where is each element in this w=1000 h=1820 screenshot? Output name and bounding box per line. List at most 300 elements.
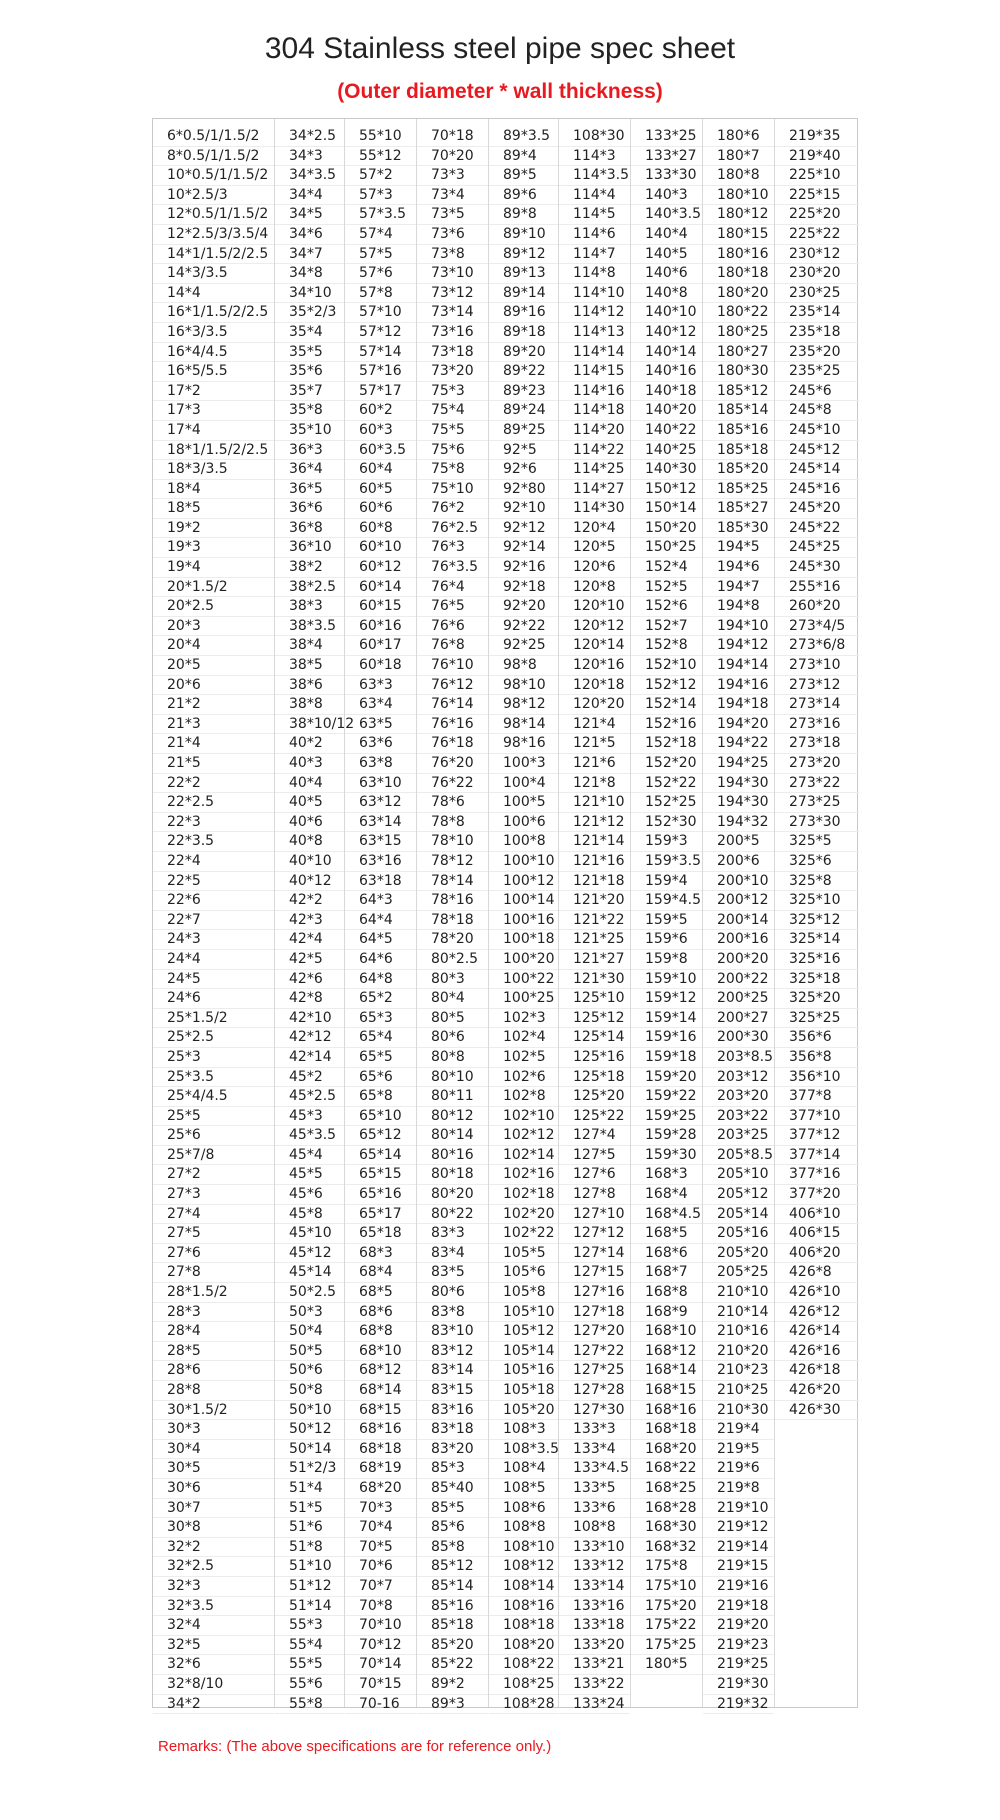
spec-cell: 200*14 [703, 911, 774, 931]
spec-cell: 108*8 [489, 1518, 558, 1538]
spec-cell: 42*10 [275, 1009, 344, 1029]
spec-cell: 40*4 [275, 774, 344, 794]
spec-cell: 152*14 [631, 695, 702, 715]
spec-cell: 168*18 [631, 1420, 702, 1440]
spec-cell: 40*6 [275, 813, 344, 833]
spec-cell: 10*2.5/3 [153, 186, 274, 206]
spec-cell: 28*3 [153, 1303, 274, 1323]
spec-cell: 219*15 [703, 1557, 774, 1577]
spec-cell: 30*5 [153, 1459, 274, 1479]
spec-cell: 24*3 [153, 930, 274, 950]
spec-cell: 89*8 [489, 205, 558, 225]
spec-cell: 133*5 [559, 1479, 630, 1499]
spec-cell: 51*8 [275, 1538, 344, 1558]
spec-cell: 159*4.5 [631, 891, 702, 911]
spec-cell: 18*3/3.5 [153, 460, 274, 480]
spec-cell: 80*12 [417, 1107, 488, 1127]
spec-cell: 175*22 [631, 1616, 702, 1636]
spec-cell: 245*16 [775, 480, 859, 500]
spec-cell: 168*10 [631, 1322, 702, 1342]
spec-cell: 80*14 [417, 1126, 488, 1146]
spec-cell: 89*16 [489, 303, 558, 323]
spec-cell: 114*8 [559, 264, 630, 284]
spec-cell: 125*12 [559, 1009, 630, 1029]
spec-cell: 50*14 [275, 1440, 344, 1460]
spec-cell: 203*8.5 [703, 1048, 774, 1068]
spec-cell: 114*7 [559, 245, 630, 265]
spec-cell: 51*14 [275, 1597, 344, 1617]
spec-table [152, 118, 858, 1712]
spec-cell: 260*20 [775, 597, 859, 617]
spec-cell: 205*12 [703, 1185, 774, 1205]
spec-cell: 73*8 [417, 245, 488, 265]
spec-cell: 64*3 [345, 891, 416, 911]
spec-cell: 180*10 [703, 186, 774, 206]
spec-cell: 175*20 [631, 1597, 702, 1617]
spec-cell: 24*6 [153, 989, 274, 1009]
spec-cell: 121*10 [559, 793, 630, 813]
spec-cell: 65*18 [345, 1224, 416, 1244]
spec-cell: 65*6 [345, 1068, 416, 1088]
spec-cell: 100*3 [489, 754, 558, 774]
spec-cell: 140*16 [631, 362, 702, 382]
spec-cell: 80*20 [417, 1185, 488, 1205]
spec-cell: 159*4 [631, 872, 702, 892]
spec-cell: 98*8 [489, 656, 558, 676]
spec-cell: 159*3.5 [631, 852, 702, 872]
spec-cell: 219*32 [703, 1695, 774, 1715]
spec-cell: 377*8 [775, 1087, 859, 1107]
spec-cell: 80*2.5 [417, 950, 488, 970]
spec-cell: 68*12 [345, 1361, 416, 1381]
spec-cell: 40*3 [275, 754, 344, 774]
spec-cell: 60*8 [345, 519, 416, 539]
spec-cell: 89*20 [489, 343, 558, 363]
spec-cell: 76*14 [417, 695, 488, 715]
spec-cell: 78*16 [417, 891, 488, 911]
spec-cell: 325*8 [775, 872, 859, 892]
spec-cell: 63*5 [345, 715, 416, 735]
spec-cell: 92*18 [489, 578, 558, 598]
spec-cell: 92*25 [489, 636, 558, 656]
spec-cell: 105*20 [489, 1401, 558, 1421]
spec-cell: 63*4 [345, 695, 416, 715]
spec-cell: 245*6 [775, 382, 859, 402]
spec-cell: 78*6 [417, 793, 488, 813]
spec-cell: 83*8 [417, 1303, 488, 1323]
spec-cell: 83*10 [417, 1322, 488, 1342]
spec-cell: 127*14 [559, 1244, 630, 1264]
spec-cell: 18*1/1.5/2/2.5 [153, 441, 274, 461]
spec-cell: 200*5 [703, 832, 774, 852]
spec-cell: 63*18 [345, 872, 416, 892]
spec-cell: 50*2.5 [275, 1283, 344, 1303]
spec-cell: 159*8 [631, 950, 702, 970]
spec-cell: 185*14 [703, 401, 774, 421]
spec-cell: 36*3 [275, 441, 344, 461]
spec-cell: 75*6 [417, 441, 488, 461]
spec-cell: 76*12 [417, 676, 488, 696]
spec-cell: 42*12 [275, 1028, 344, 1048]
spec-cell: 55*8 [275, 1695, 344, 1715]
spec-cell: 120*10 [559, 597, 630, 617]
spec-cell: 168*30 [631, 1518, 702, 1538]
spec-cell: 152*22 [631, 774, 702, 794]
spec-cell: 108*4 [489, 1459, 558, 1479]
spec-column [559, 119, 631, 1712]
spec-cell: 80*18 [417, 1165, 488, 1185]
spec-cell: 108*18 [489, 1616, 558, 1636]
spec-cell: 205*16 [703, 1224, 774, 1244]
spec-cell: 73*20 [417, 362, 488, 382]
spec-cell: 127*10 [559, 1205, 630, 1225]
spec-cell: 80*3 [417, 970, 488, 990]
spec-cell: 57*14 [345, 343, 416, 363]
spec-cell: 89*3 [417, 1695, 488, 1715]
spec-cell: 245*20 [775, 499, 859, 519]
spec-cell: 68*10 [345, 1342, 416, 1362]
spec-cell: 35*6 [275, 362, 344, 382]
spec-cell: 152*7 [631, 617, 702, 637]
page-subtitle: (Outer diameter * wall thickness) [337, 80, 663, 103]
spec-cell: 133*25 [631, 127, 702, 147]
spec-cell: 68*8 [345, 1322, 416, 1342]
spec-cell: 17*3 [153, 401, 274, 421]
spec-cell: 325*5 [775, 832, 859, 852]
spec-cell: 10*0.5/1/1.5/2 [153, 166, 274, 186]
spec-cell: 22*3.5 [153, 832, 274, 852]
spec-cell: 133*10 [559, 1538, 630, 1558]
spec-cell: 34*3 [275, 147, 344, 167]
spec-cell: 133*27 [631, 147, 702, 167]
spec-cell: 100*20 [489, 950, 558, 970]
spec-cell: 127*16 [559, 1283, 630, 1303]
spec-cell: 121*22 [559, 911, 630, 931]
spec-cell: 102*6 [489, 1068, 558, 1088]
spec-cell: 105*16 [489, 1361, 558, 1381]
spec-cell: 194*25 [703, 754, 774, 774]
spec-cell: 168*22 [631, 1459, 702, 1479]
spec-cell: 140*12 [631, 323, 702, 343]
spec-cell: 150*14 [631, 499, 702, 519]
spec-cell: 210*16 [703, 1322, 774, 1342]
spec-cell: 57*6 [345, 264, 416, 284]
spec-cell: 68*3 [345, 1244, 416, 1264]
spec-cell: 108*22 [489, 1655, 558, 1675]
spec-cell: 70*6 [345, 1557, 416, 1577]
spec-cell: 127*8 [559, 1185, 630, 1205]
spec-cell: 32*4 [153, 1616, 274, 1636]
spec-cell: 105*8 [489, 1283, 558, 1303]
spec-cell: 140*20 [631, 401, 702, 421]
spec-cell: 38*8 [275, 695, 344, 715]
spec-cell: 92*10 [489, 499, 558, 519]
spec-cell: 35*5 [275, 343, 344, 363]
spec-cell: 30*1.5/2 [153, 1401, 274, 1421]
spec-cell: 235*14 [775, 303, 859, 323]
spec-cell: 22*4 [153, 852, 274, 872]
spec-cell: 85*3 [417, 1459, 488, 1479]
spec-cell: 105*6 [489, 1263, 558, 1283]
spec-cell: 63*10 [345, 774, 416, 794]
spec-cell: 121*18 [559, 872, 630, 892]
spec-cell: 85*18 [417, 1616, 488, 1636]
spec-cell: 63*8 [345, 754, 416, 774]
spec-cell: 152*25 [631, 793, 702, 813]
spec-cell: 194*8 [703, 597, 774, 617]
spec-cell: 210*14 [703, 1303, 774, 1323]
spec-cell: 42*8 [275, 989, 344, 1009]
spec-cell: 426*30 [775, 1401, 859, 1421]
spec-cell: 159*16 [631, 1028, 702, 1048]
spec-cell: 133*4 [559, 1440, 630, 1460]
spec-cell: 426*18 [775, 1361, 859, 1381]
spec-cell: 28*4 [153, 1322, 274, 1342]
spec-cell: 25*5 [153, 1107, 274, 1127]
spec-cell: 16*5/5.5 [153, 362, 274, 382]
spec-cell: 51*4 [275, 1479, 344, 1499]
spec-cell: 68*19 [345, 1459, 416, 1479]
spec-cell: 159*5 [631, 911, 702, 931]
spec-cell: 63*14 [345, 813, 416, 833]
spec-cell: 55*6 [275, 1675, 344, 1695]
spec-cell: 219*12 [703, 1518, 774, 1538]
spec-cell: 200*22 [703, 970, 774, 990]
spec-cell: 50*12 [275, 1420, 344, 1440]
spec-cell: 76*2.5 [417, 519, 488, 539]
spec-cell: 180*22 [703, 303, 774, 323]
spec-cell: 25*6 [153, 1126, 274, 1146]
spec-cell: 108*8 [559, 1518, 630, 1538]
spec-cell: 83*18 [417, 1420, 488, 1440]
spec-cell: 20*6 [153, 676, 274, 696]
spec-cell: 180*8 [703, 166, 774, 186]
spec-cell: 194*10 [703, 617, 774, 637]
spec-cell: 200*10 [703, 872, 774, 892]
spec-cell: 27*6 [153, 1244, 274, 1264]
spec-cell: 108*6 [489, 1499, 558, 1519]
spec-cell: 121*4 [559, 715, 630, 735]
spec-cell: 60*6 [345, 499, 416, 519]
spec-cell: 100*22 [489, 970, 558, 990]
spec-cell: 100*14 [489, 891, 558, 911]
spec-cell: 121*5 [559, 734, 630, 754]
spec-cell: 57*12 [345, 323, 416, 343]
spec-cell: 20*1.5/2 [153, 578, 274, 598]
spec-cell: 225*20 [775, 205, 859, 225]
spec-cell: 80*6 [417, 1028, 488, 1048]
spec-cell: 108*12 [489, 1557, 558, 1577]
spec-cell: 105*18 [489, 1381, 558, 1401]
spec-cell: 65*12 [345, 1126, 416, 1146]
spec-cell: 20*2.5 [153, 597, 274, 617]
spec-cell: 89*6 [489, 186, 558, 206]
spec-cell: 45*14 [275, 1263, 344, 1283]
spec-cell: 102*3 [489, 1009, 558, 1029]
spec-cell: 121*6 [559, 754, 630, 774]
spec-cell: 185*12 [703, 382, 774, 402]
spec-cell: 235*20 [775, 343, 859, 363]
spec-cell: 80*4 [417, 989, 488, 1009]
spec-cell: 140*4 [631, 225, 702, 245]
spec-cell: 219*14 [703, 1538, 774, 1558]
spec-cell: 34*6 [275, 225, 344, 245]
spec-cell: 377*12 [775, 1126, 859, 1146]
spec-cell: 194*5 [703, 538, 774, 558]
spec-cell: 194*14 [703, 656, 774, 676]
spec-cell: 28*6 [153, 1361, 274, 1381]
spec-cell: 14*3/3.5 [153, 264, 274, 284]
spec-cell: 70*12 [345, 1636, 416, 1656]
spec-cell: 42*14 [275, 1048, 344, 1068]
spec-cell: 152*30 [631, 813, 702, 833]
spec-cell: 60*15 [345, 597, 416, 617]
spec-cell: 235*18 [775, 323, 859, 343]
spec-cell: 45*3.5 [275, 1126, 344, 1146]
spec-cell: 105*12 [489, 1322, 558, 1342]
spec-cell: 194*30 [703, 793, 774, 813]
spec-cell: 45*10 [275, 1224, 344, 1244]
spec-cell: 133*14 [559, 1577, 630, 1597]
spec-cell: 60*14 [345, 578, 416, 598]
spec-cell: 22*6 [153, 891, 274, 911]
spec-cell: 22*2 [153, 774, 274, 794]
spec-cell: 68*5 [345, 1283, 416, 1303]
spec-cell: 168*3 [631, 1165, 702, 1185]
spec-cell: 100*6 [489, 813, 558, 833]
spec-cell: 28*1.5/2 [153, 1283, 274, 1303]
spec-cell: 55*3 [275, 1616, 344, 1636]
spec-cell: 105*14 [489, 1342, 558, 1362]
spec-cell: 32*2 [153, 1538, 274, 1558]
spec-cell: 78*18 [417, 911, 488, 931]
spec-cell: 57*8 [345, 284, 416, 304]
spec-cell: 185*18 [703, 441, 774, 461]
spec-cell: 175*25 [631, 1636, 702, 1656]
spec-cell: 50*10 [275, 1401, 344, 1421]
spec-cell: 168*5 [631, 1224, 702, 1244]
spec-cell: 73*14 [417, 303, 488, 323]
spec-cell: 325*12 [775, 911, 859, 931]
spec-cell: 34*2.5 [275, 127, 344, 147]
spec-cell: 42*5 [275, 950, 344, 970]
spec-cell: 83*5 [417, 1263, 488, 1283]
spec-cell: 60*5 [345, 480, 416, 500]
spec-cell: 32*6 [153, 1655, 274, 1675]
spec-cell: 140*22 [631, 421, 702, 441]
spec-cell: 30*8 [153, 1518, 274, 1538]
spec-cell: 152*4 [631, 558, 702, 578]
spec-cell: 64*6 [345, 950, 416, 970]
spec-cell: 89*13 [489, 264, 558, 284]
spec-cell: 16*1/1.5/2/2.5 [153, 303, 274, 323]
spec-cell: 57*2 [345, 166, 416, 186]
spec-cell: 114*14 [559, 343, 630, 363]
spec-cell: 50*5 [275, 1342, 344, 1362]
spec-cell: 225*15 [775, 186, 859, 206]
spec-cell: 60*12 [345, 558, 416, 578]
spec-cell: 114*13 [559, 323, 630, 343]
spec-cell: 108*14 [489, 1577, 558, 1597]
spec-cell: 127*4 [559, 1126, 630, 1146]
spec-cell: 194*6 [703, 558, 774, 578]
spec-cell: 114*5 [559, 205, 630, 225]
spec-cell: 377*14 [775, 1146, 859, 1166]
spec-cell: 108*5 [489, 1479, 558, 1499]
spec-cell: 120*4 [559, 519, 630, 539]
spec-cell: 114*3 [559, 147, 630, 167]
spec-cell: 89*5 [489, 166, 558, 186]
spec-cell: 83*4 [417, 1244, 488, 1264]
spec-cell: 219*16 [703, 1577, 774, 1597]
spec-cell: 83*12 [417, 1342, 488, 1362]
spec-column [631, 119, 703, 1707]
spec-cell: 21*4 [153, 734, 274, 754]
spec-cell: 114*4 [559, 186, 630, 206]
spec-cell: 127*15 [559, 1263, 630, 1283]
spec-cell: 92*6 [489, 460, 558, 480]
spec-cell: 70*5 [345, 1538, 416, 1558]
spec-cell: 12*0.5/1/1.5/2 [153, 205, 274, 225]
spec-cell: 42*6 [275, 970, 344, 990]
spec-cell: 203*20 [703, 1087, 774, 1107]
spec-cell: 114*30 [559, 499, 630, 519]
spec-cell: 73*5 [417, 205, 488, 225]
spec-cell: 60*18 [345, 656, 416, 676]
spec-cell: 45*6 [275, 1185, 344, 1205]
spec-cell: 70*4 [345, 1518, 416, 1538]
spec-cell: 76*8 [417, 636, 488, 656]
spec-cell: 27*5 [153, 1224, 274, 1244]
spec-cell: 140*8 [631, 284, 702, 304]
spec-cell: 127*30 [559, 1401, 630, 1421]
spec-cell: 205*20 [703, 1244, 774, 1264]
spec-cell: 133*12 [559, 1557, 630, 1577]
spec-cell: 98*10 [489, 676, 558, 696]
page-title: 304 Stainless steel pipe spec sheet [264, 32, 736, 65]
spec-cell: 121*27 [559, 950, 630, 970]
spec-cell: 75*3 [417, 382, 488, 402]
spec-cell: 36*4 [275, 460, 344, 480]
spec-cell: 65*16 [345, 1185, 416, 1205]
spec-cell: 75*5 [417, 421, 488, 441]
spec-cell: 68*20 [345, 1479, 416, 1499]
spec-cell: 80*16 [417, 1146, 488, 1166]
spec-cell: 150*25 [631, 538, 702, 558]
spec-cell: 168*9 [631, 1303, 702, 1323]
spec-cell: 76*22 [417, 774, 488, 794]
spec-cell: 127*25 [559, 1361, 630, 1381]
spec-cell: 28*5 [153, 1342, 274, 1362]
spec-cell: 38*2.5 [275, 578, 344, 598]
spec-cell: 83*3 [417, 1224, 488, 1244]
spec-cell: 121*14 [559, 832, 630, 852]
spec-cell: 18*4 [153, 480, 274, 500]
spec-cell: 60*16 [345, 617, 416, 637]
spec-cell: 57*10 [345, 303, 416, 323]
spec-cell: 76*3.5 [417, 558, 488, 578]
spec-cell: 120*8 [559, 578, 630, 598]
spec-cell: 14*1/1.5/2/2.5 [153, 245, 274, 265]
spec-cell: 114*18 [559, 401, 630, 421]
spec-cell: 127*12 [559, 1224, 630, 1244]
spec-cell: 210*25 [703, 1381, 774, 1401]
spec-cell: 426*10 [775, 1283, 859, 1303]
spec-cell: 83*20 [417, 1440, 488, 1460]
spec-cell: 159*22 [631, 1087, 702, 1107]
spec-cell: 185*16 [703, 421, 774, 441]
spec-cell: 108*3.5 [489, 1440, 558, 1460]
